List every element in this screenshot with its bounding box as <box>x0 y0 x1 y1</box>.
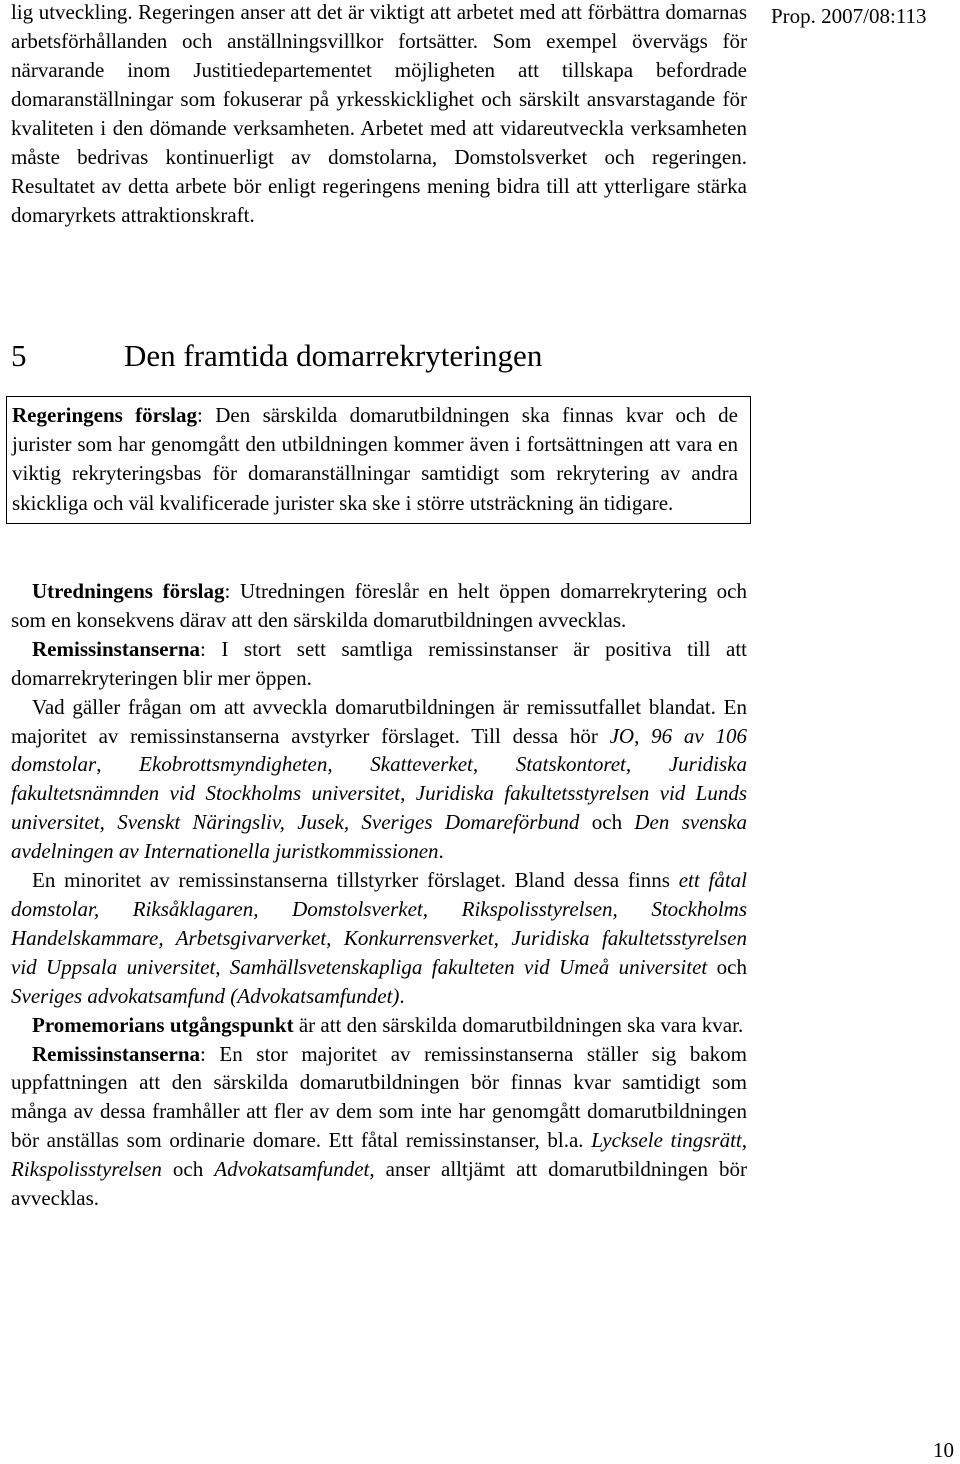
mixed-response-paragraph <box>11 693 747 866</box>
mixed-response-body-1: JO <box>609 723 635 748</box>
intro-section <box>11 0 747 230</box>
consultation-response-2-body-2: Advokatsamfundet <box>214 1157 370 1182</box>
mixed-response-text: Vad gäller frågan om att avveckla domarutbildningen är remissutfallet blandat. En majoritet av remissinstanserna avstyrker förslaget. Till dessa hör <box>11 694 747 748</box>
minority-response-end: . <box>399 983 405 1008</box>
page-number: 10 <box>933 1438 954 1462</box>
inquiry-proposal-paragraph <box>11 577 747 635</box>
minority-response-body-1: ett fåtal domstolar, Riksåklagaren, Domstolsverket, Rikspolisstyrelsen, Stockholms Handelskammare, Arbetsgivarverket, Konkurrensverket, Juridiska fakultetsstyrelsen vid Uppsala universitet, Samhällsvetenskapliga fakulteten vid Umeå universitet <box>11 868 748 979</box>
consultation-response-2-label: Remissinstanserna <box>32 1041 201 1066</box>
consultation-response-2-paragraph <box>11 1040 747 1213</box>
intro-paragraph: lig utveckling. Regeringen anser att det är viktigt att arbetet med att förbättra domarnas arbetsförhållanden och anställningsvillkor fortsätter. Som exempel övervägs för närvarande inom Justitiedepartementet möjligheten att tillskapa befordrade domaranställningar som fokuserar på yrkesskicklighet och särskilt ansvarstagande för kvaliteten i den dömande verksamheten. Arbetet med att vidareutveckla verksamheten måste bedrivas kontinuerligt av domstolarna, Domstolsverket och regeringen. Resultatet av detta arbete bör enligt regeringens mening bidra till att ytterligare stärka domaryrkets attraktionskraft. <box>11 0 747 227</box>
minority-response-text: En minoritet av remissinstanserna tillstyrker förslaget. Bland dessa finns <box>32 868 679 893</box>
mixed-response-separator-3: och <box>579 810 635 835</box>
mixed-response-end: . <box>438 839 444 864</box>
memorandum-label: Promemorians utgångspunkt <box>32 1012 294 1037</box>
memorandum-text: är att den särskilda domarutbildningen ska vara kvar. <box>293 1012 744 1037</box>
minority-response-separator-1: och <box>707 954 747 979</box>
memorandum-paragraph <box>11 1011 747 1040</box>
section-heading <box>11 336 542 376</box>
consultation-response-text: : I stort sett samtliga remissinstanser är positiva till att domarrekryteringen blir mer öppen. <box>11 636 747 690</box>
minority-response-paragraph <box>11 866 747 1011</box>
consultation-response-2-body-1: Lycksele tingsrätt, Rikspolisstyrelsen <box>11 1128 747 1182</box>
section-title: Den framtida domarrekryteringen <box>124 338 543 373</box>
consultation-response-paragraph <box>11 635 747 693</box>
mixed-response-body-3: Ekobrottsmyndigheten, Skatteverket, Statskontoret, Juridiska fakultetsnämnden vid Stockholms universitet, Juridiska fakultetsstyrelsen vid Lunds universitet, Svenskt Näringsliv, Jusek, Sveriges Domareförbund <box>11 752 748 835</box>
proposition-reference: Prop. 2007/08:113 <box>771 4 927 28</box>
consultation-response-2-separator-1: och <box>161 1157 215 1182</box>
mixed-response-body-2: 96 av 106 domstolar <box>11 723 747 777</box>
mixed-response-separator-1: , <box>634 723 652 748</box>
consultation-response-label: Remissinstanserna <box>32 636 201 661</box>
body-section <box>11 577 747 1213</box>
section-number: 5 <box>11 338 27 373</box>
inquiry-proposal-label: Utredningens förslag <box>32 579 225 603</box>
inquiry-proposal-text: : Utredningen föreslår en helt öppen domarrekrytering och som en konsekvens därav att den särskilda domarutbildningen avvecklas. <box>11 579 747 632</box>
government-proposal-paragraph <box>12 401 738 518</box>
mixed-response-body-4: Den svenska avdelningen av Internationella juristkommissionen <box>11 810 748 864</box>
consultation-response-2-end: , anser alltjämt att domarutbildningen bör avvecklas. <box>11 1157 747 1211</box>
consultation-response-2-text: : En stor majoritet av remissinstanserna ställer sig bakom uppfattningen att den särskilda domarutbildningen bör finnas kvar samtidigt som många av dessa framhåller att fler av dem som inte har genomgått domarutbildningen bör anställas som ordinarie domare. Ett fåtal remissinstanser, bl.a. <box>11 1041 747 1153</box>
government-proposal-label: Regeringens förslag <box>12 403 198 427</box>
government-proposal-box <box>6 396 751 524</box>
minority-response-body-2: Sveriges advokatsamfund (Advokatsamfundet) <box>11 983 400 1008</box>
government-proposal-text: : Den särskilda domarutbildningen ska finnas kvar och de jurister som har genomgått den utbildningen kommer även i fortsättningen att vara en viktig rekryteringsbas för domaranställningar samtidigt som rekrytering av andra skickliga och väl kvalificerade jurister ska ske i större utsträckning än tidigare. <box>12 403 739 515</box>
mixed-response-separator-2: , <box>96 752 140 777</box>
